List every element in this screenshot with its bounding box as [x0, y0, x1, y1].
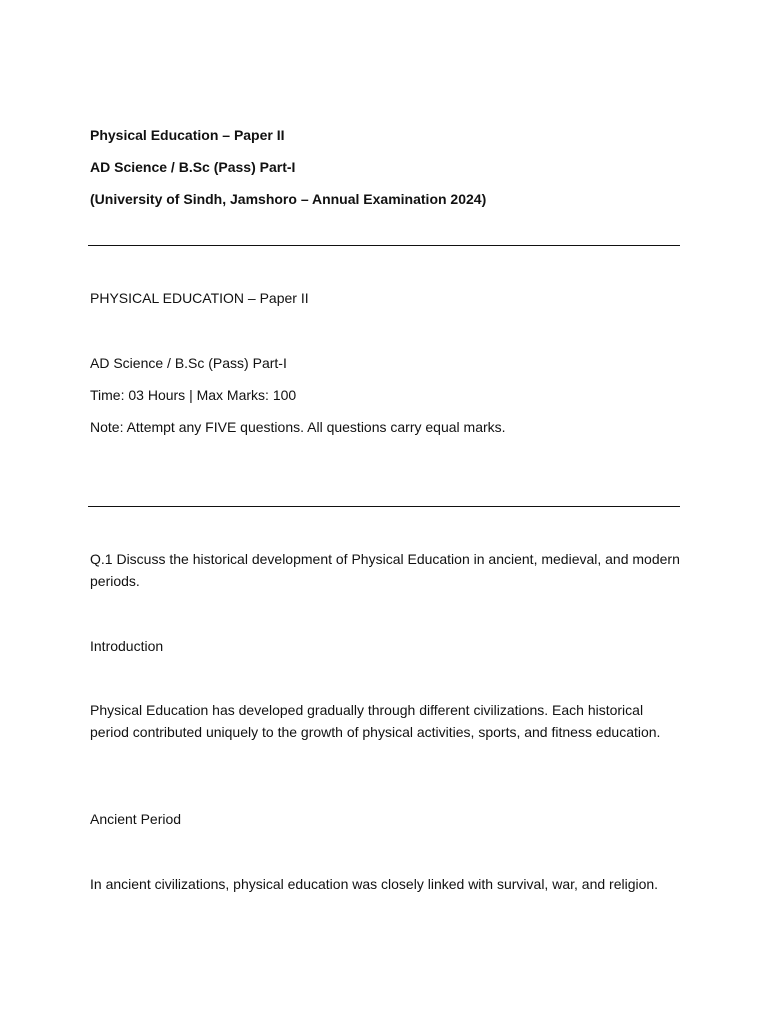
divider-1	[88, 245, 680, 246]
paper-program: AD Science / B.Sc (Pass) Part-I	[90, 355, 287, 371]
paper-title: PHYSICAL EDUCATION – Paper II	[90, 290, 309, 306]
paper-note: Note: Attempt any FIVE questions. All questions carry equal marks.	[90, 419, 506, 435]
paper-time-marks: Time: 03 Hours | Max Marks: 100	[90, 387, 297, 403]
section-heading-ancient-period: Ancient Period	[90, 811, 182, 827]
section-heading-introduction: Introduction	[90, 638, 164, 654]
question-1: Q.1 Discuss the historical development of Physical Education in ancient, medieval, and modern periods.	[90, 551, 680, 589]
header-exam: (University of Sindh, Jamshoro – Annual Examination 2024)	[90, 191, 487, 207]
ancient-period-paragraph: In ancient civilizations, physical education was closely linked with survival, war, and religion.	[90, 876, 659, 892]
header-title: Physical Education – Paper II	[90, 127, 285, 143]
introduction-paragraph: Physical Education has developed gradually through different civilizations. Each historical period contributed uniquely to the growth of physical activities, sports, and fitness education.	[90, 702, 661, 740]
divider-2	[88, 506, 680, 507]
header-program: AD Science / B.Sc (Pass) Part-I	[90, 159, 296, 175]
